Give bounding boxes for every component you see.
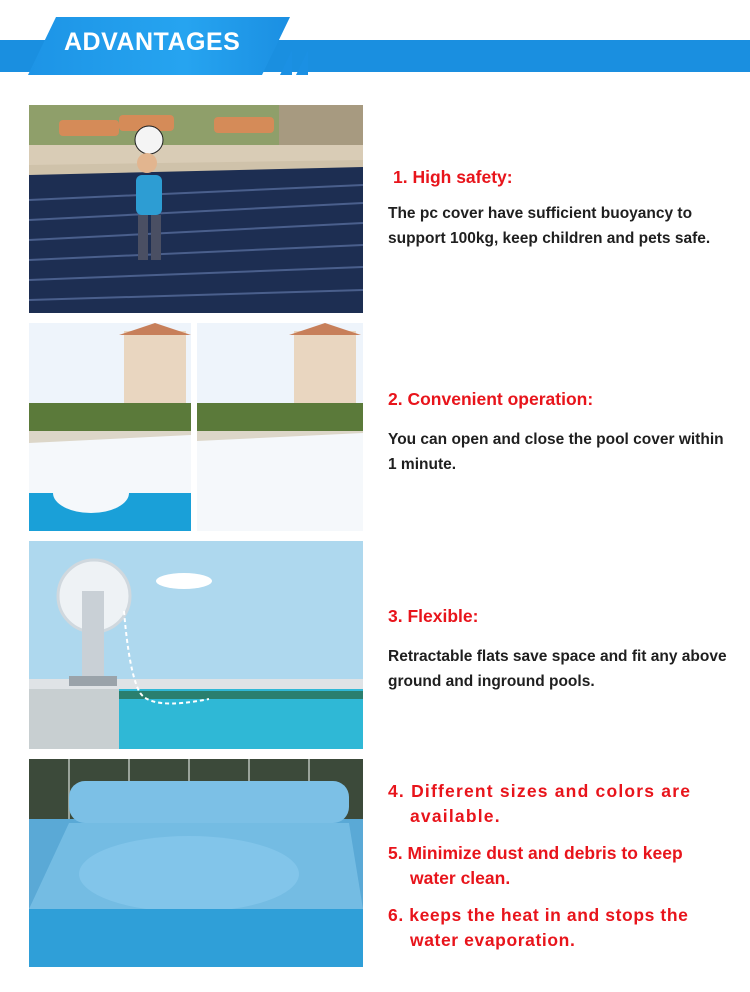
feature-item <box>388 841 733 891</box>
section-2-text <box>388 387 733 477</box>
feature-number: 6. <box>388 905 410 925</box>
photo-pool-cover-open-closed <box>29 323 363 531</box>
photo-roller-diagram <box>29 541 363 749</box>
advantages-banner <box>0 0 750 95</box>
feature-line1: Different sizes and colors are <box>411 781 692 801</box>
section-1-body: The pc cover have sufficient buoyancy to support 100kg, keep children and pets safe. <box>388 205 711 247</box>
feature-list <box>388 779 733 965</box>
banner-title: ADVANTAGES <box>64 28 241 56</box>
section-3-body: Retractable flats save space and fit any above ground and inground pools. <box>388 648 727 690</box>
feature-line1: keeps the heat in and stops the <box>409 905 689 925</box>
photo-indoor-pool-cover <box>29 759 363 967</box>
section-3-text <box>388 604 733 694</box>
feature-line1: Minimize dust and debris to keep <box>407 843 683 863</box>
feature-number: 5. <box>388 843 408 863</box>
feature-item <box>388 903 733 953</box>
feature-line2: water evaporation. <box>410 930 576 950</box>
feature-number: 4. <box>388 781 412 801</box>
feature-line2: water clean. <box>410 868 511 888</box>
section-3-heading: 3. Flexible: <box>388 606 479 626</box>
section-2-body: You can open and close the pool cover within 1 minute. <box>388 431 724 473</box>
section-1-heading: 1. High safety: <box>393 167 513 187</box>
photo-child-on-pool-cover <box>29 105 363 313</box>
section-2-heading: 2. Convenient operation: <box>388 389 594 409</box>
feature-item <box>388 779 733 829</box>
feature-line2: available. <box>410 806 501 826</box>
section-1-text <box>388 165 733 251</box>
